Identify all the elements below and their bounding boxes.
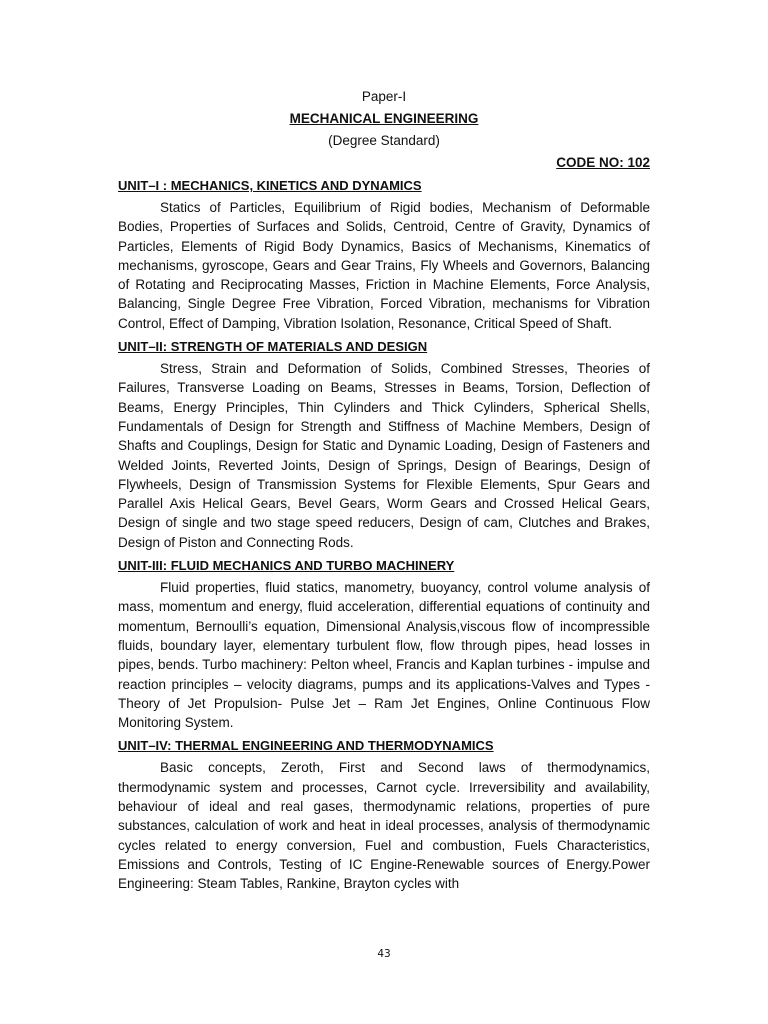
degree-standard: (Degree Standard) — [328, 133, 440, 148]
unit-section — [118, 736, 650, 893]
page-number: 43 — [377, 948, 391, 960]
unit-body: Statics of Particles, Equilibrium of Rigid bodies, Mechanism of Deformable Bodies, Properties of Surfaces and Solids, Centroid, Centre of Gravity, Dynamics of Particles, Elements of Rigid Body Dynamics, Basics of Mechanisms, Kinematics of mechanisms, gyroscope, Gears and Gear Trains, Fly Wheels and Governors, Balancing of Rotating and Reciprocating Masses, Friction in Machine Elements, Force Analysis, Balancing, Single Degree Free Vibration, Forced Vibration, mechanisms for Vibration Control, Effect of Damping, Vibration Isolation, Resonance, Critical Speed of Shaft. — [118, 200, 650, 331]
paper-label: Paper-I — [361, 89, 407, 104]
unit-heading: UNIT-III: FLUID MECHANICS AND TURBO MACHINERY — [118, 558, 455, 574]
unit-section — [118, 337, 650, 552]
unit-body: Stress, Strain and Deformation of Solids, Combined Stresses, Theories of Failures, Transverse Loading on Beams, Stresses in Beams, Torsion, Deflection of Beams, Energy Principles, Thin Cylinders and Thick Cylinders, Spherical Shells, Fundamentals of Design for Strength and Stiffness of Machine Members, Design of Shafts and Couplings, Design for Static and Dynamic Loading, Design of Fasteners and Welded Joints, Reverted Joints, Design of Springs, Design of Bearings, Design of Flywheels, Design of Transmission Systems for Flexible Elements, Spur Gears and Parallel Axis Helical Gears, Bevel Gears, Worm Gears and Crossed Helical Gears, Design of single and two stage speed reducers, Design of cam, Clutches and Brakes, Design of Piston and Connecting Rods. — [118, 361, 650, 550]
unit-section — [118, 556, 650, 732]
unit-heading: UNIT–I : MECHANICS, KINETICS AND DYNAMICS — [118, 178, 422, 193]
unit-heading: UNIT–IV: THERMAL ENGINEERING AND THERMODYNAMICS — [118, 738, 494, 754]
unit-heading: UNIT–II: STRENGTH OF MATERIALS AND DESIGN — [118, 339, 428, 355]
code-number: CODE NO: 102 — [556, 155, 650, 170]
unit-body: Basic concepts, Zeroth, First and Second laws of thermodynamics, thermodynamic system and processes, Carnot cycle. Irreversibility and availability, behaviour of ideal and real gases, thermodynamic relations, properties of pure substances, calculation of work and heat in ideal processes, analysis of thermodynamic cycles related to energy conversion, Fuel and combustion, Fuels Characteristics, Emissions and Controls, Testing of IC Engine-Renewable sources of Energy.Power Engineering: Steam Tables, Rankine, Brayton cycles with — [118, 760, 650, 892]
document-header — [118, 86, 650, 152]
unit-section — [118, 176, 650, 333]
unit-body: Fluid properties, fluid statics, manometry, buoyancy, control volume analysis of mass, momentum and energy, fluid acceleration, differential equations of continuity and momentum, Bernoulli’s equation, Dimensional Analysis,viscous flow of incompressible fluids, boundary layer, elementary turbulent flow, flow through pipes, head losses in pipes, bends. Turbo machinery: Pelton wheel, Francis and Kaplan turbines - impulse and reaction principles – velocity diagrams, pumps and its applications-Valves and Types - Theory of Jet Propulsion- Pulse Jet – Ram Jet Engines, Online Continuous Flow Monitoring System. — [118, 580, 650, 731]
syllabus-page — [118, 86, 650, 898]
subject-title: MECHANICAL ENGINEERING — [289, 111, 479, 126]
